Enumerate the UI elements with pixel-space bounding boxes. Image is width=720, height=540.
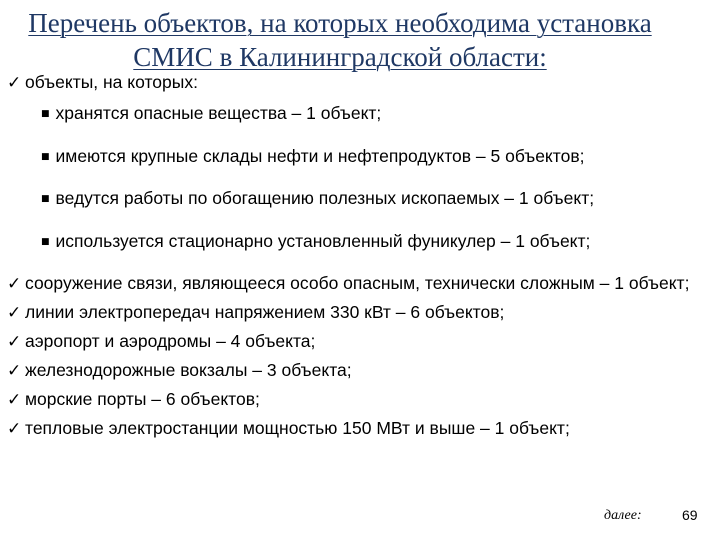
next-label[interactable]: далее: bbox=[604, 508, 642, 523]
checkmark-icon: ✓ bbox=[7, 73, 22, 93]
checkmark-icon: ✓ bbox=[7, 419, 22, 439]
list-item bbox=[7, 329, 713, 354]
sub-list-item bbox=[7, 144, 713, 169]
sub-list-item bbox=[7, 186, 713, 211]
square-bullet-icon: ■ bbox=[41, 109, 50, 119]
list-item-text: морские порты – 6 объектов; bbox=[25, 389, 260, 409]
sub-list-item-text: хранятся опасные вещества – 1 объект; bbox=[55, 103, 382, 123]
checkmark-icon: ✓ bbox=[7, 332, 22, 352]
checkmark-icon: ✓ bbox=[7, 274, 22, 294]
sub-list-item bbox=[7, 229, 713, 254]
list-item-text: тепловые электростанции мощностью 150 МВт и выше – 1 объект; bbox=[25, 418, 570, 438]
list-item-text: аэропорт и аэродромы – 4 объекта; bbox=[25, 331, 316, 351]
list-item-text: объекты, на которых: bbox=[25, 72, 198, 92]
checkmark-icon: ✓ bbox=[7, 303, 22, 323]
square-bullet-icon: ■ bbox=[41, 151, 50, 162]
sub-list-item-text: ведутся работы по обогащению полезных ископаемых – 1 объект; bbox=[55, 188, 595, 208]
sub-list-item-text: имеются крупные склады нефти и нефтепродуктов – 5 объектов; bbox=[55, 145, 585, 166]
list-item bbox=[7, 387, 713, 412]
list-item-text: линии электропередач напряжением 330 кВт – 6 объектов; bbox=[25, 302, 505, 322]
list-item bbox=[7, 300, 713, 325]
checkmark-icon: ✓ bbox=[7, 361, 22, 381]
square-bullet-icon: ■ bbox=[41, 194, 50, 204]
slide-title: Перечень объектов, на которых необходима установка СМИС в Калининградской области: bbox=[28, 8, 652, 72]
list-item-text: железнодорожные вокзалы – 3 объекта; bbox=[25, 360, 352, 380]
sub-list-item bbox=[7, 101, 713, 126]
list-item-text: сооружение связи, являющееся особо опасным, технически сложным – 1 объект; bbox=[25, 273, 690, 293]
checkmark-icon: ✓ bbox=[7, 390, 22, 410]
sub-list-item-text: используется стационарно установленный фуникулер – 1 объект; bbox=[55, 230, 591, 251]
list-item bbox=[7, 271, 713, 296]
page-number: 69 bbox=[682, 507, 698, 523]
square-bullet-icon: ■ bbox=[41, 236, 50, 247]
list-item bbox=[7, 358, 713, 383]
list-item bbox=[7, 70, 713, 95]
content-list bbox=[7, 70, 713, 441]
list-item bbox=[7, 416, 713, 441]
